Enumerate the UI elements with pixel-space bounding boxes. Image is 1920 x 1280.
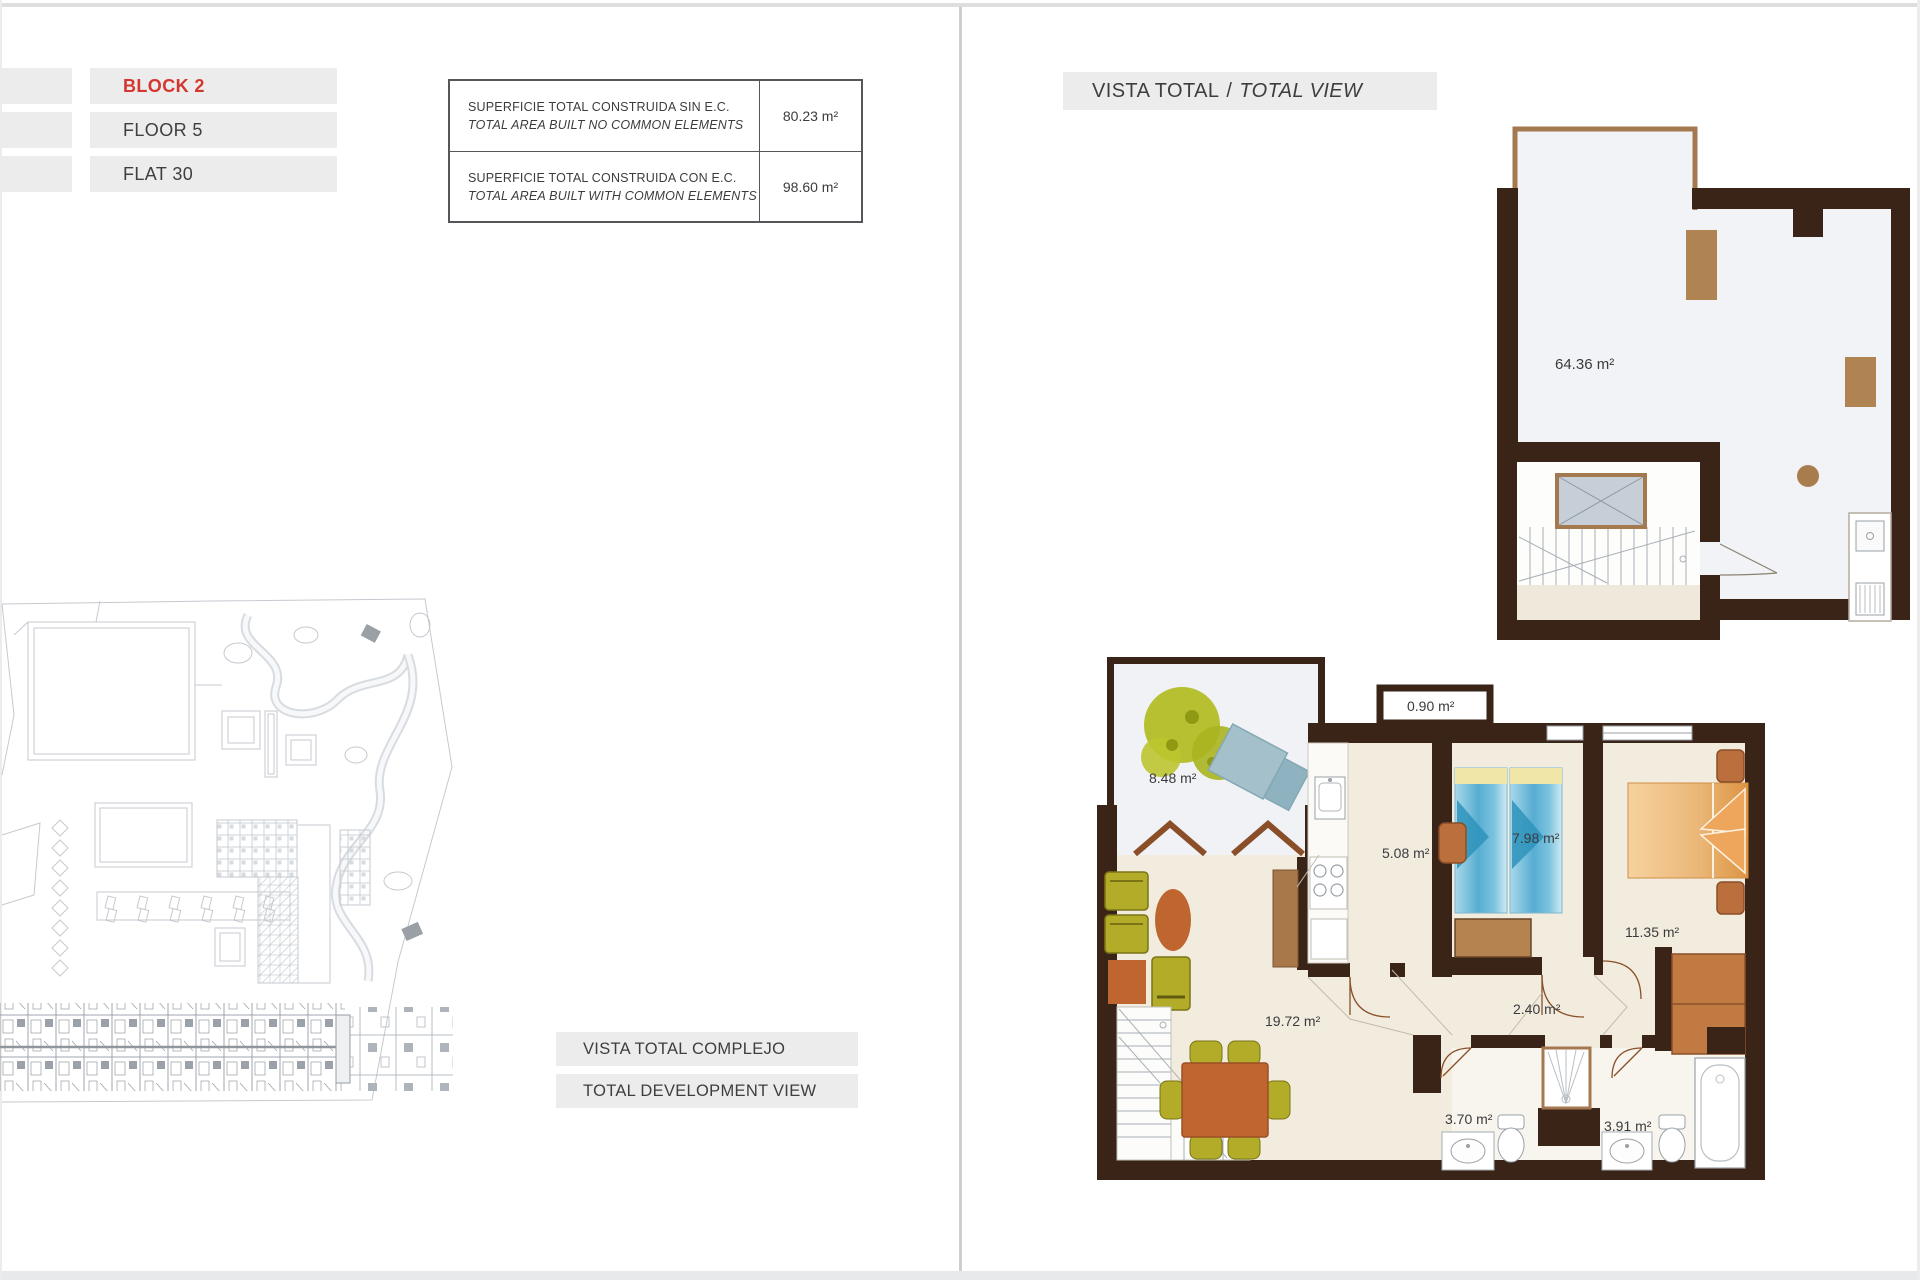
kitchen-counter — [1308, 743, 1348, 963]
total-view-header — [1063, 72, 1437, 110]
apartment-units-row — [0, 1003, 453, 1091]
roof-panel — [1686, 230, 1717, 300]
wardrobe — [1672, 954, 1745, 1054]
shower-icon — [1543, 1048, 1590, 1108]
stub-bar-1 — [0, 68, 72, 104]
site-caption-en: TOTAL DEVELOPMENT VIEW — [556, 1074, 858, 1108]
sun-loungers — [105, 896, 275, 922]
area-summary-table — [448, 79, 863, 223]
roof-drain — [1797, 465, 1819, 487]
toilet-icon — [1659, 1115, 1685, 1129]
room-area-label: 11.35 m² — [1625, 924, 1680, 940]
page-center-divider — [959, 7, 962, 1271]
row-title-en: TOTAL AREA BUILT NO COMMON ELEMENTS — [468, 118, 744, 132]
nightstand — [1439, 823, 1466, 863]
roof-panel — [1845, 357, 1876, 407]
roof-terrace-plan — [1497, 107, 1912, 640]
side-table — [1108, 960, 1146, 1004]
flat-floor-plan — [1097, 657, 1765, 1180]
table-row — [450, 151, 861, 221]
room-area-label: 0.90 m² — [1407, 698, 1455, 714]
room-area-label: 3.91 m² — [1604, 1118, 1652, 1134]
sideboard — [1273, 870, 1298, 967]
dresser — [1455, 919, 1531, 957]
room-area-label: 7.98 m² — [1512, 830, 1560, 846]
page-border-bottom — [0, 1271, 1920, 1280]
row-value: 80.23 m² — [759, 81, 861, 151]
row-title-es: SUPERFICIE TOTAL CONSTRUIDA CON E.C. — [468, 170, 737, 185]
site-development-plan — [0, 595, 455, 1105]
window — [1547, 726, 1692, 740]
room-area-label: 64.36 m² — [1555, 356, 1615, 373]
sink-icon — [1610, 1139, 1644, 1163]
floor-label: FLOOR 5 — [90, 112, 337, 148]
header-es: VISTA TOTAL — [1092, 79, 1220, 102]
bathtub-icon — [1695, 1058, 1745, 1168]
room-area-label: 2.40 m² — [1513, 1001, 1561, 1017]
nightstand — [1717, 750, 1744, 782]
room-area-label: 3.70 m² — [1445, 1111, 1493, 1127]
row-title-en: TOTAL AREA BUILT WITH COMMON ELEMENTS — [468, 188, 757, 203]
room-area-label: 5.08 m² — [1382, 845, 1430, 861]
roof-kitchen-fixture — [1849, 513, 1891, 621]
header-en: TOTAL VIEW — [1239, 79, 1363, 102]
diamond-strip — [52, 820, 68, 976]
dining-table — [1182, 1063, 1268, 1137]
stub-bar-3 — [0, 156, 72, 192]
block-label: BLOCK 2 — [90, 68, 337, 104]
pool-kiosk — [361, 624, 381, 643]
stub-bar-2 — [0, 112, 72, 148]
site-caption-es: VISTA TOTAL COMPLEJO — [556, 1032, 858, 1066]
row-title-es: SUPERFICIE TOTAL CONSTRUIDA SIN E.C. — [468, 100, 730, 114]
sofa — [1152, 957, 1190, 1010]
header-separator: / — [1226, 79, 1233, 102]
row-value: 98.60 m² — [759, 152, 861, 221]
flat-label: FLAT 30 — [90, 156, 337, 192]
room-area-label: 8.48 m² — [1149, 770, 1197, 786]
table-row — [450, 81, 861, 151]
sink-icon — [1451, 1139, 1485, 1163]
coffee-table — [1155, 889, 1191, 951]
room-area-label: 19.72 m² — [1265, 1013, 1321, 1029]
nightstand — [1717, 882, 1744, 914]
toilet-icon — [1498, 1115, 1524, 1129]
